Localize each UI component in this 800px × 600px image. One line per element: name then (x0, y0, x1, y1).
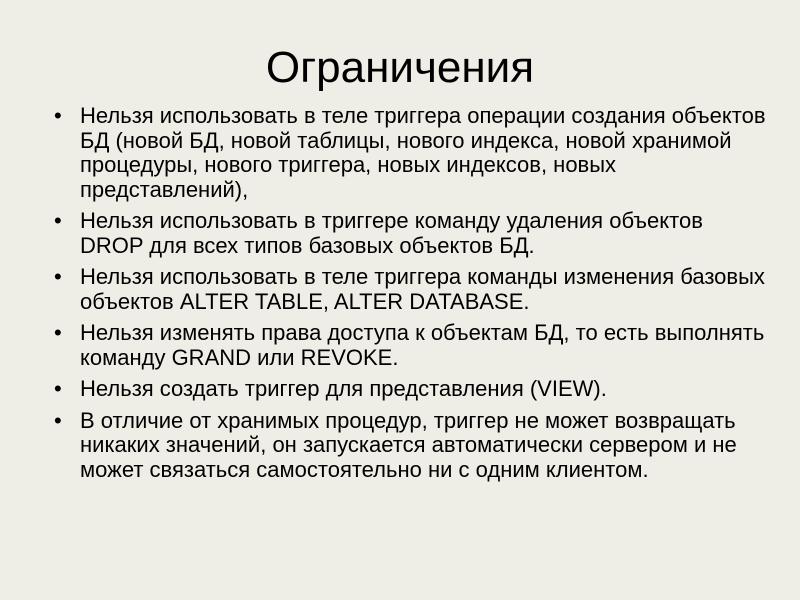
bullet-list (52, 104, 772, 489)
bullet-icon: • (54, 264, 62, 289)
bullet-icon: • (54, 320, 62, 345)
bullet-item-1 (52, 104, 772, 202)
bullet-icon: • (54, 407, 62, 433)
bullet-icon: • (54, 103, 62, 128)
slide-title: Ограничения (265, 43, 535, 92)
bullet-text: Нельзя изменять права доступа к объектам БД, то есть выполнять команду GRAND или REVOKE. (80, 320, 765, 370)
bullet-item-2 (52, 209, 772, 258)
bullet-text: Нельзя использовать в теле триггера операции создания объектов БД (новой БД, новой таблицы, нового индекса, новой хранимой процедуры, нового триггера, новых индексов, новых представлений), (80, 103, 766, 202)
bullet-icon: • (54, 376, 62, 401)
bullet-text: Нельзя использовать в триггере команду удаления объектов DROP для всех типов базовых объектов БД. (80, 208, 703, 258)
bullet-item-3 (52, 265, 772, 314)
bullet-item-4 (52, 321, 772, 370)
bullet-text: Нельзя создать триггер для представления (VIEW). (80, 376, 607, 401)
bullet-icon: • (54, 208, 62, 233)
bullet-text: Нельзя использовать в теле триггера команды изменения базовых объектов ALTER TABLE, ALTER DATABASE. (80, 264, 765, 314)
bullet-item-6 (52, 409, 772, 483)
bullet-item-5 (52, 377, 772, 402)
bullet-text: В отличие от хранимых процедур, триггер не может возвращать никаких значений, он запускается автоматически сервером и не может связаться самостоятельно ни с одним клиентом. (80, 407, 737, 482)
